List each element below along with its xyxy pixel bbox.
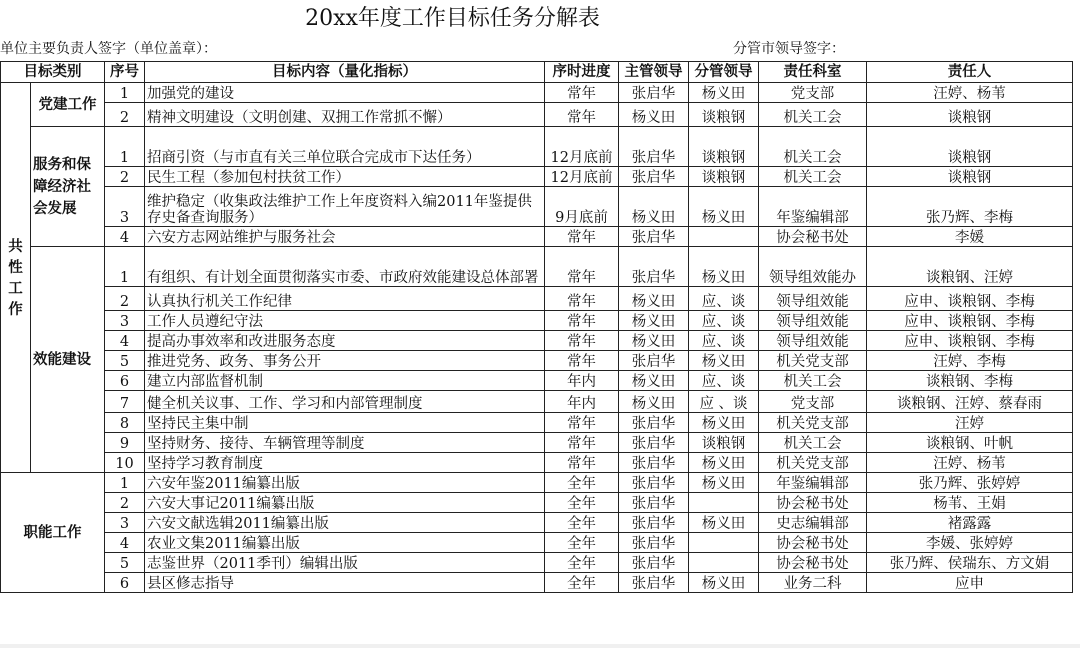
row-chief-leader: 张启华 <box>619 413 689 433</box>
page-title: 20xx年度工作目标任务分解表 <box>305 6 600 31</box>
row-deputy-leader: 应、谈 <box>689 287 759 311</box>
row-chief-leader: 杨义田 <box>619 391 689 413</box>
row-department: 机关工会 <box>759 103 867 127</box>
table-row <box>1 351 1073 371</box>
row-content: 维护稳定（收集政法维护工作上年度资料入编2011年鉴提供存史备查询服务） <box>145 187 545 227</box>
row-department: 领导组效能 <box>759 331 867 351</box>
header-number: 序号 <box>105 62 145 83</box>
row-department: 机关工会 <box>759 371 867 391</box>
row-department: 协会秘书处 <box>759 553 867 573</box>
row-number: 4 <box>105 533 145 553</box>
row-number: 1 <box>105 247 145 287</box>
row-content: 志鉴世界（2011季刊）编辑出版 <box>145 553 545 573</box>
row-content: 坚持民主集中制 <box>145 413 545 433</box>
table-row <box>1 371 1073 391</box>
row-department: 机关党支部 <box>759 453 867 473</box>
table-row <box>1 513 1073 533</box>
row-progress: 常年 <box>545 413 619 433</box>
row-person: 汪婷、杨苇 <box>867 453 1073 473</box>
row-content: 六安方志网站维护与服务社会 <box>145 227 545 247</box>
row-deputy-leader: 杨义田 <box>689 473 759 493</box>
row-chief-leader: 张启华 <box>619 167 689 187</box>
row-number: 1 <box>105 127 145 167</box>
row-deputy-leader: 杨义田 <box>689 513 759 533</box>
row-number: 3 <box>105 311 145 331</box>
row-progress: 9月底前 <box>545 187 619 227</box>
row-progress: 常年 <box>545 247 619 287</box>
category-party-building: 党建工作 <box>31 83 105 127</box>
row-number: 1 <box>105 83 145 103</box>
row-number: 2 <box>105 287 145 311</box>
row-deputy-leader: 杨义田 <box>689 413 759 433</box>
row-person: 应申、谈粮钢、李梅 <box>867 311 1073 331</box>
row-progress: 常年 <box>545 453 619 473</box>
table-row <box>1 473 1073 493</box>
table-row <box>1 287 1073 311</box>
row-chief-leader: 杨义田 <box>619 331 689 351</box>
row-person: 应申、谈粮钢、李梅 <box>867 331 1073 351</box>
row-department: 领导组效能 <box>759 311 867 331</box>
row-person: 应申 <box>867 573 1073 593</box>
row-deputy-leader: 应 、谈 <box>689 391 759 413</box>
row-department: 史志编辑部 <box>759 513 867 533</box>
row-progress: 常年 <box>545 287 619 311</box>
row-department: 机关工会 <box>759 167 867 187</box>
category-common-work: 共性工作 <box>1 83 31 473</box>
row-content: 工作人员遵纪守法 <box>145 311 545 331</box>
row-chief-leader: 张启华 <box>619 493 689 513</box>
row-number: 2 <box>105 103 145 127</box>
row-deputy-leader: 杨义田 <box>689 453 759 473</box>
table-row <box>1 227 1073 247</box>
row-deputy-leader: 杨义田 <box>689 247 759 287</box>
row-person: 汪婷 <box>867 413 1073 433</box>
row-department: 年鉴编辑部 <box>759 187 867 227</box>
row-chief-leader: 杨义田 <box>619 311 689 331</box>
row-chief-leader: 杨义田 <box>619 287 689 311</box>
header-progress: 序时进度 <box>545 62 619 83</box>
header-department: 责任科室 <box>759 62 867 83</box>
row-deputy-leader: 谈粮钢 <box>689 433 759 453</box>
row-content: 坚持财务、接待、车辆管理等制度 <box>145 433 545 453</box>
row-content: 建立内部监督机制 <box>145 371 545 391</box>
row-person: 汪婷、杨苇 <box>867 83 1073 103</box>
row-content: 农业文集2011编纂出版 <box>145 533 545 553</box>
row-number: 10 <box>105 453 145 473</box>
row-chief-leader: 杨义田 <box>619 103 689 127</box>
table-row <box>1 331 1073 351</box>
row-number: 2 <box>105 167 145 187</box>
row-content: 认真执行机关工作纪律 <box>145 287 545 311</box>
row-progress: 全年 <box>545 513 619 533</box>
category-service-development: 服务和保障经济社会发展 <box>31 127 105 247</box>
row-content: 提高办事效率和改进服务态度 <box>145 331 545 351</box>
row-content: 推进党务、政务、事务公开 <box>145 351 545 371</box>
row-chief-leader: 张启华 <box>619 433 689 453</box>
table-row <box>1 127 1073 167</box>
row-deputy-leader: 杨义田 <box>689 351 759 371</box>
row-deputy-leader: 谈粮钢 <box>689 127 759 167</box>
row-chief-leader: 张启华 <box>619 351 689 371</box>
row-deputy-leader: 应、谈 <box>689 371 759 391</box>
row-chief-leader: 张启华 <box>619 227 689 247</box>
header-person: 责任人 <box>867 62 1073 83</box>
row-department: 协会秘书处 <box>759 533 867 553</box>
row-number: 4 <box>105 331 145 351</box>
row-number: 6 <box>105 371 145 391</box>
row-content: 县区修志指导 <box>145 573 545 593</box>
row-number: 2 <box>105 493 145 513</box>
row-progress: 常年 <box>545 227 619 247</box>
row-number: 9 <box>105 433 145 453</box>
sheet-bottom-edge <box>0 644 1080 648</box>
row-person: 谈粮钢、汪婷、蔡春雨 <box>867 391 1073 413</box>
row-department: 协会秘书处 <box>759 493 867 513</box>
row-number: 3 <box>105 187 145 227</box>
row-content: 健全机关议事、工作、学习和内部管理制度 <box>145 391 545 413</box>
row-content: 精神文明建设（文明创建、双拥工作常抓不懈） <box>145 103 545 127</box>
row-progress: 12月底前 <box>545 167 619 187</box>
row-chief-leader: 张启华 <box>619 83 689 103</box>
row-progress: 12月底前 <box>545 127 619 167</box>
row-content: 有组织、有计划全面贯彻落实市委、市政府效能建设总体部署 <box>145 247 545 287</box>
table-row <box>1 433 1073 453</box>
row-department: 年鉴编辑部 <box>759 473 867 493</box>
row-progress: 全年 <box>545 473 619 493</box>
row-department: 协会秘书处 <box>759 227 867 247</box>
row-department: 机关工会 <box>759 127 867 167</box>
row-progress: 常年 <box>545 311 619 331</box>
row-person: 张乃辉、侯瑞东、方文娟 <box>867 553 1073 573</box>
row-department: 机关党支部 <box>759 351 867 371</box>
row-progress: 年内 <box>545 371 619 391</box>
row-progress: 全年 <box>545 553 619 573</box>
row-person: 张乃辉、李梅 <box>867 187 1073 227</box>
category-duty-work: 职能工作 <box>1 473 105 593</box>
row-person: 谈粮钢、李梅 <box>867 371 1073 391</box>
table-row <box>1 453 1073 473</box>
row-progress: 全年 <box>545 533 619 553</box>
row-person: 李媛、张婷婷 <box>867 533 1073 553</box>
row-progress: 常年 <box>545 351 619 371</box>
header-deputy-leader: 分管领导 <box>689 62 759 83</box>
row-person: 应申、谈粮钢、李梅 <box>867 287 1073 311</box>
header-chief-leader: 主管领导 <box>619 62 689 83</box>
header-content: 目标内容（量化指标） <box>145 62 545 83</box>
row-chief-leader: 张启华 <box>619 533 689 553</box>
row-deputy-leader: 谈粮钢 <box>689 167 759 187</box>
table-row <box>1 493 1073 513</box>
row-deputy-leader: 杨义田 <box>689 83 759 103</box>
row-chief-leader: 杨义田 <box>619 371 689 391</box>
row-person: 谈粮钢 <box>867 127 1073 167</box>
row-deputy-leader <box>689 533 759 553</box>
table-row <box>1 413 1073 433</box>
table-row <box>1 187 1073 227</box>
header-category: 目标类别 <box>1 62 105 83</box>
row-number: 5 <box>105 553 145 573</box>
table-row <box>1 83 1073 103</box>
task-table <box>0 61 1073 593</box>
row-department: 领导组效能 <box>759 287 867 311</box>
row-number: 5 <box>105 351 145 371</box>
row-content: 招商引资（与市直有关三单位联合完成市下达任务） <box>145 127 545 167</box>
row-progress: 年内 <box>545 391 619 413</box>
city-leader-signature-label: 分管市领导签字： <box>733 41 845 57</box>
row-person: 褚露露 <box>867 513 1073 533</box>
row-number: 7 <box>105 391 145 413</box>
row-chief-leader: 杨义田 <box>619 187 689 227</box>
row-person: 谈粮钢、叶帆 <box>867 433 1073 453</box>
row-person: 杨苇、王娟 <box>867 493 1073 513</box>
row-chief-leader: 张启华 <box>619 247 689 287</box>
row-person: 张乃辉、张婷婷 <box>867 473 1073 493</box>
row-progress: 常年 <box>545 83 619 103</box>
row-chief-leader: 张启华 <box>619 127 689 167</box>
row-person: 谈粮钢、汪婷 <box>867 247 1073 287</box>
table-row <box>1 167 1073 187</box>
row-deputy-leader <box>689 493 759 513</box>
table-row <box>1 247 1073 287</box>
row-progress: 全年 <box>545 573 619 593</box>
row-chief-leader: 张启华 <box>619 573 689 593</box>
row-chief-leader: 张启华 <box>619 473 689 493</box>
row-content: 民生工程（参加包村扶贫工作） <box>145 167 545 187</box>
row-content: 六安大事记2011编纂出版 <box>145 493 545 513</box>
row-person: 汪婷、李梅 <box>867 351 1073 371</box>
row-department: 机关工会 <box>759 433 867 453</box>
table-row <box>1 103 1073 127</box>
row-deputy-leader <box>689 227 759 247</box>
row-person: 李媛 <box>867 227 1073 247</box>
table-row <box>1 573 1073 593</box>
row-number: 4 <box>105 227 145 247</box>
row-person: 谈粮钢 <box>867 103 1073 127</box>
row-progress: 常年 <box>545 331 619 351</box>
row-deputy-leader: 谈粮钢 <box>689 103 759 127</box>
row-number: 3 <box>105 513 145 533</box>
row-chief-leader: 张启华 <box>619 453 689 473</box>
row-deputy-leader: 应、谈 <box>689 311 759 331</box>
row-department: 业务二科 <box>759 573 867 593</box>
table-row <box>1 391 1073 413</box>
category-efficiency-building: 效能建设 <box>31 247 105 473</box>
row-content: 六安年鉴2011编纂出版 <box>145 473 545 493</box>
row-department: 党支部 <box>759 391 867 413</box>
row-content: 加强党的建设 <box>145 83 545 103</box>
row-progress: 常年 <box>545 103 619 127</box>
table-row <box>1 533 1073 553</box>
row-content: 六安文献选辑2011编纂出版 <box>145 513 545 533</box>
row-number: 6 <box>105 573 145 593</box>
row-deputy-leader: 杨义田 <box>689 187 759 227</box>
row-chief-leader: 张启华 <box>619 553 689 573</box>
row-number: 8 <box>105 413 145 433</box>
row-department: 领导组效能办 <box>759 247 867 287</box>
table-row <box>1 553 1073 573</box>
header-row <box>1 62 1073 83</box>
row-progress: 常年 <box>545 433 619 453</box>
row-deputy-leader: 应、谈 <box>689 331 759 351</box>
table-row <box>1 311 1073 331</box>
row-progress: 全年 <box>545 493 619 513</box>
row-deputy-leader: 杨义田 <box>689 573 759 593</box>
row-content: 坚持学习教育制度 <box>145 453 545 473</box>
row-department: 党支部 <box>759 83 867 103</box>
unit-leader-signature-label: 单位主要负责人签字（单位盖章）： <box>0 41 217 57</box>
row-chief-leader: 张启华 <box>619 513 689 533</box>
row-person: 谈粮钢 <box>867 167 1073 187</box>
row-department: 机关党支部 <box>759 413 867 433</box>
row-number: 1 <box>105 473 145 493</box>
row-deputy-leader <box>689 553 759 573</box>
